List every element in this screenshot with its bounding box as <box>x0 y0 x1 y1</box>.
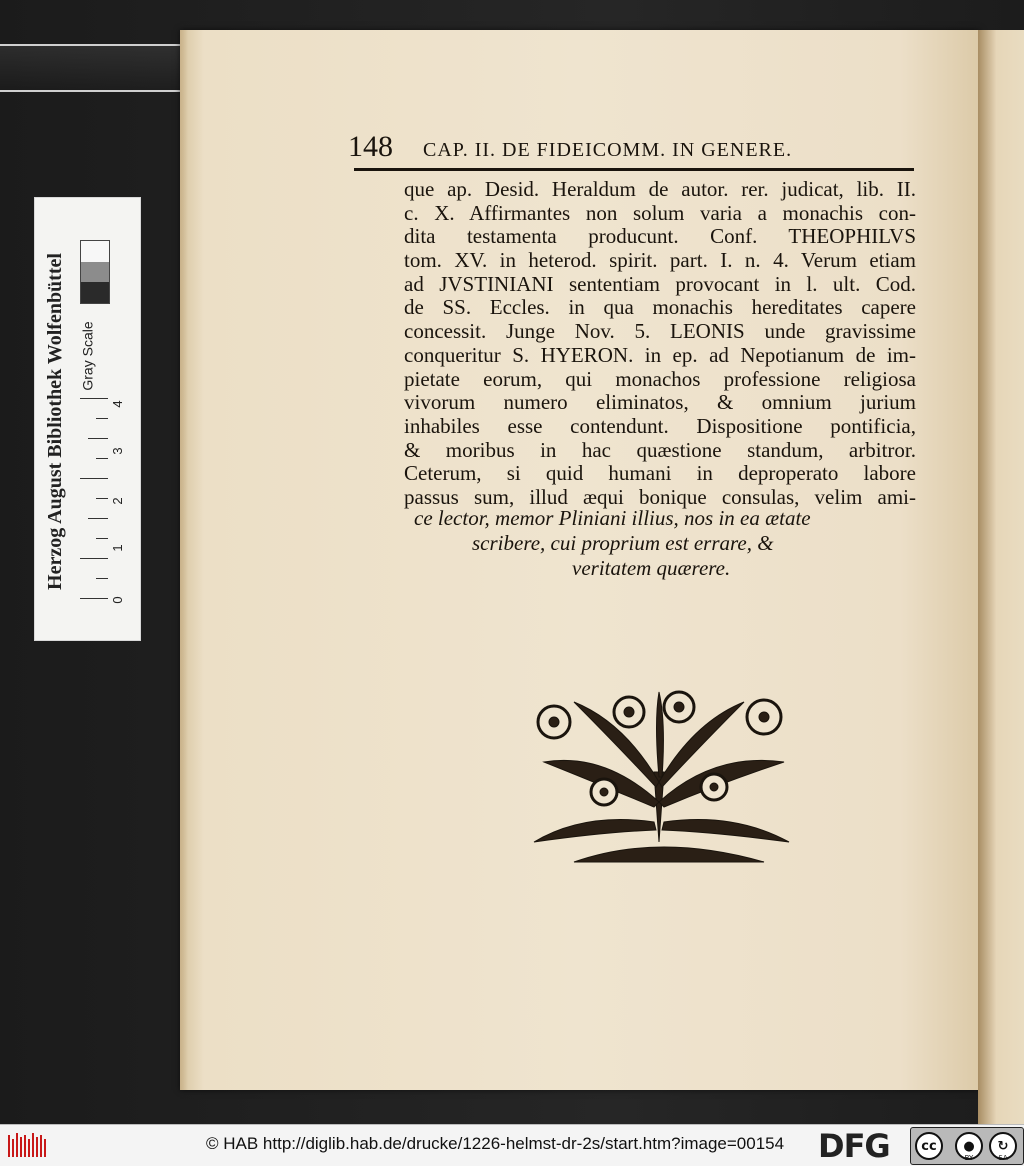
text-line: ad JVSTINIANI sententiam provocant in l. ult. Cod. <box>404 272 916 296</box>
text-line: concessit. Junge Nov. 5. LEONIS unde gravissime <box>404 320 916 344</box>
footer-bar <box>0 1124 1024 1166</box>
floral-ornament-icon <box>514 682 804 872</box>
text-line: & moribus in hac quæstione standum, arbitror. <box>404 438 916 462</box>
gray-swatch <box>80 240 110 304</box>
card-institution <box>40 221 70 621</box>
body-text <box>404 178 916 518</box>
swatch-light <box>81 241 109 262</box>
running-head <box>348 130 838 164</box>
text-line: pietate eorum, qui monachos professione religiosa <box>404 367 916 391</box>
closing-line-1: ce lector, memor Pliniani illius, nos in ea ætate <box>414 506 811 530</box>
ruler-number: 0 <box>110 596 125 604</box>
card-institution-text: Herzog August Bibliothek Wolfenbüttel <box>43 252 66 590</box>
sa-label: SA <box>998 1154 1008 1162</box>
copyright-link[interactable]: © HAB http://diglib.hab.de/drucke/1226-helmst-dr-2s/start.htm?image=00154 <box>206 1134 785 1153</box>
text-line: que ap. Desid. Heraldum de autor. rer. judicat, lib. II. <box>404 178 916 201</box>
closing-line-3: veritatem quærere. <box>572 556 731 580</box>
card-gray-label <box>76 316 100 396</box>
cc-icon: cc <box>915 1132 943 1160</box>
gray-scale-text: Gray Scale <box>80 321 96 391</box>
text-line: conqueritur S. HYERON. in ep. ad Nepotianum de im- <box>404 343 916 367</box>
ruler-number: 3 <box>110 447 125 455</box>
text-line: inhabiles esse contendunt. Dispositione pontificia, <box>404 414 916 438</box>
text-line: vivorum numero eliminatos, & omnium jurium <box>404 391 916 415</box>
cc-license-badge[interactable] <box>910 1127 1024 1165</box>
page-number: 148 <box>348 130 393 163</box>
by-person-icon: ● <box>955 1132 983 1160</box>
closing-line-2: scribere, cui proprium est errare, & <box>472 531 774 555</box>
ruler-number: 2 <box>110 497 125 505</box>
head-rule <box>354 168 914 171</box>
by-label: BY <box>964 1154 974 1162</box>
next-page-edge <box>978 30 1024 1124</box>
card-ruler <box>76 398 108 608</box>
text-line: Ceterum, si quid humani in deproperato labore <box>404 462 916 486</box>
swatch-mid <box>81 262 109 283</box>
text-line: passus sum, illud æqui bonique consulas, velim ami- <box>404 485 916 509</box>
text-line: c. X. Affirmantes non solum varia a monachis con- <box>404 201 916 225</box>
dfg-logo[interactable]: DFG <box>818 1127 890 1165</box>
ruler-number: 1 <box>110 544 125 552</box>
hab-logo-icon[interactable] <box>6 1131 48 1161</box>
chapter-title: CAP. II. DE FIDEICOMM. IN GENERE. <box>423 139 793 161</box>
text-line: dita testamenta producunt. Conf. THEOPHILVS <box>404 225 916 249</box>
swatch-dark <box>81 282 109 303</box>
ruler-number: 4 <box>110 400 125 408</box>
sa-share-alike-icon: ↻ <box>989 1132 1017 1160</box>
text-line: tom. XV. in heterod. spirit. part. I. n. 4. Verum etiam <box>404 249 916 273</box>
text-line: de SS. Eccles. in qua monachis hereditates capere <box>404 296 916 320</box>
